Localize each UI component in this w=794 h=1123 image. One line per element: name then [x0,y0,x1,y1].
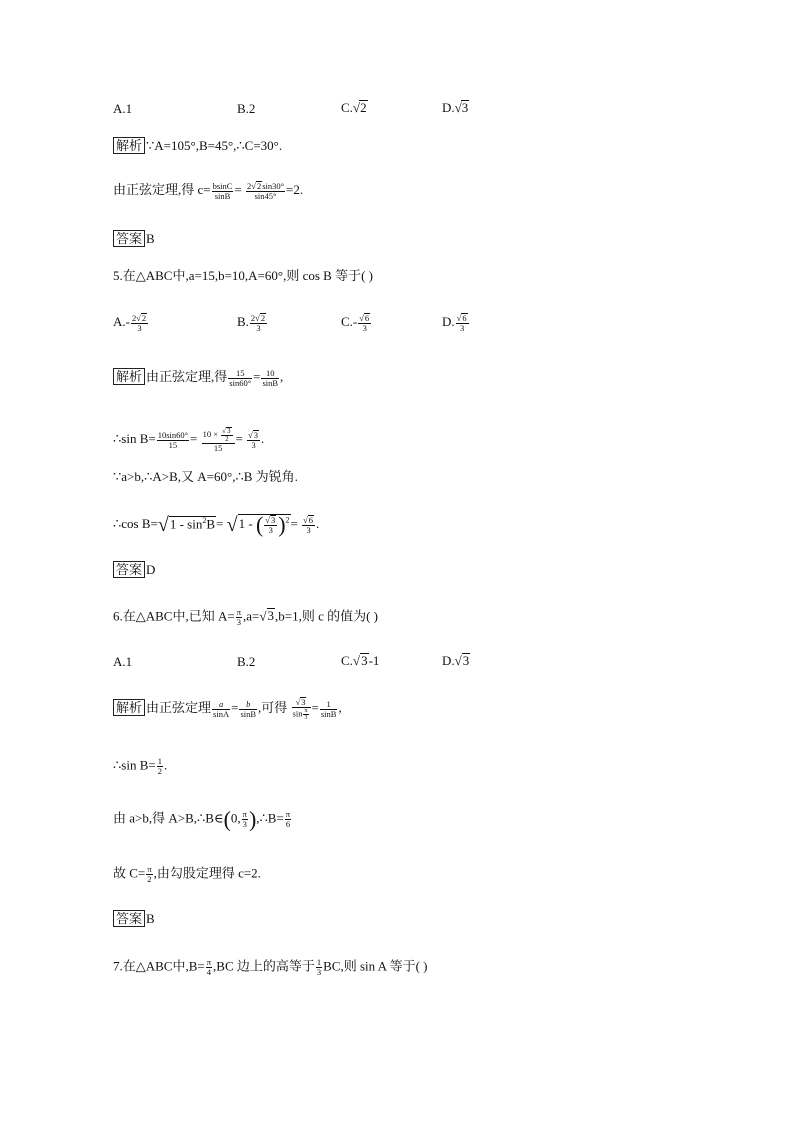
q4-answer: 答案 B [113,230,155,247]
q4-option-c: C.√2 [341,100,367,115]
q6-option-b: B.2 [237,654,256,669]
q4-analysis-line1: 解析 ∵A=105°,B=45°,∴C=30°. [113,137,282,154]
q4-option-b: B.2 [237,101,256,116]
answer-label: 答案 [113,910,145,927]
answer-label: 答案 [113,230,145,247]
q7-stem: 7.在△ABC中,B= $\frac{\pi}{4}$ ,BC 边上的高等于 $\frac{1}{3}$ BC,则 sin A 等于( ) [113,957,428,977]
q5-option-d: D. $\frac{√6}{3}$ [442,313,467,333]
analysis-label: 解析 [113,137,145,154]
q4-option-a: A.1 [113,101,133,116]
q5-option-c: C.- $\frac{√6}{3}$ [341,313,370,333]
q5-analysis-line4: ∴cos $B=√1 - \sin^2B= √1$ - ( $\frac{√3}{3}$ )$^2$= $\frac{√6}{3}$ . [113,512,320,537]
analysis-label: 解析 [113,699,145,716]
q6-analysis-line3: 由 a>b,得 A>B,∴B∈(0, $\frac{\pi}{3}$ ),∴B= $\frac{\pi}{6}$ [113,806,291,832]
q5-stem: 5.在△ABC中,a=15,b=10,A=60°,则 cos B 等于( ) [113,268,373,283]
q6-option-a: A.1 [113,654,133,669]
q5-answer: 答案 D [113,561,155,578]
q6-answer: 答案 B [113,910,155,927]
q5-analysis-line2: ∴sin B= $\frac{10\sin 60^\circ}{15}$ = 10 × $\frac{√3}{2}$ 15 = $\frac{√3}{3}$ . [113,427,265,453]
q6-analysis-line2: ∴sin B= $\frac{1}{2}$ . [113,756,168,776]
q5-analysis-line1: 解析 由正弦定理,得 $\frac{15}{\sin 60^\circ}$ = $\frac{10}{\sin B}$ , [113,368,283,388]
q6-option-d: D.√3 [442,653,470,668]
q6-stem: 6.在△ABC中,已知 A= $\frac{\pi}{3}$ ,a=√3,b=1,则 c 的值为( ) [113,607,379,627]
q6-analysis-line1: 解析 由正弦定理 $\frac{a}{\sin A}$ = $\frac{b}{\sin B}$ ,可得 √3 sin $\frac{\pi}{3}$ = $\frac{1}{\sin B}$ , [113,697,342,721]
q5-analysis-line3: ∵a>b,∴A>B,又 A=60°,∴B 为锐角. [113,469,298,484]
q4-analysis-line2: 由正弦定理,得 c= $\frac{bsinC}{\sin B}$ = $\frac{2√2\sin 30^\circ}{\sin 45^\circ}$ =2. [113,180,304,201]
analysis-label: 解析 [113,368,145,385]
answer-label: 答案 [113,561,145,578]
q6-option-c: C.√3-1 [341,653,380,668]
q5-option-b: B. $\frac{2√2}{3}$ [237,313,266,333]
q5-option-a: A.- $\frac{2√2}{3}$ [113,313,147,333]
q6-analysis-line4: 故 C= $\frac{\pi}{2}$ ,由勾股定理得 c=2. [113,864,261,884]
q4-option-d: D.√3 [442,100,469,115]
